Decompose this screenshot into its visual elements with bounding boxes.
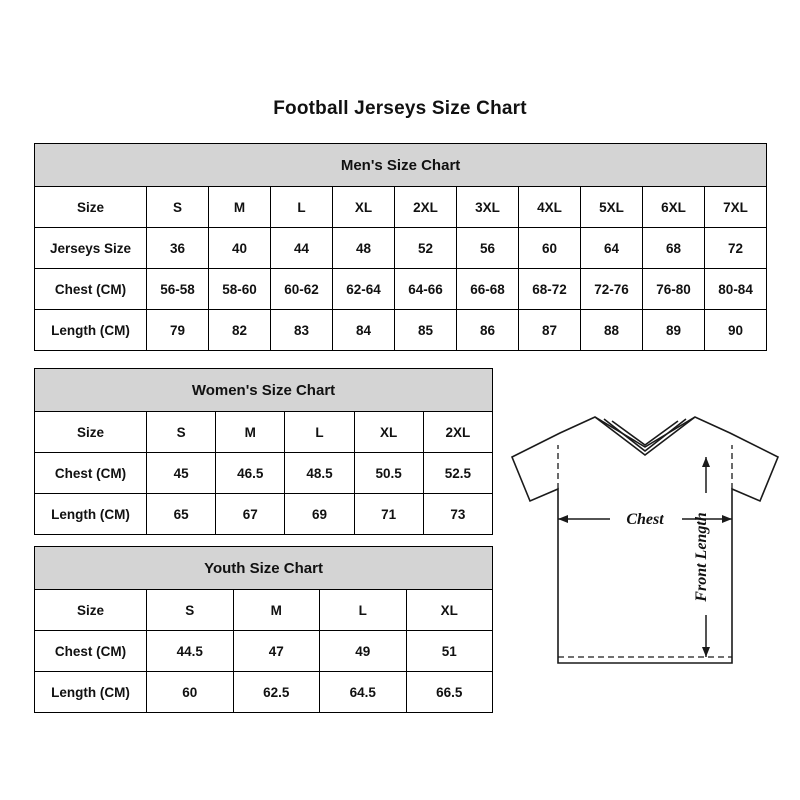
table-cell: 52.5 — [423, 453, 492, 494]
column-header: S — [147, 187, 209, 228]
table-cell: 64-66 — [395, 269, 457, 310]
table-cell: 40 — [209, 228, 271, 269]
table-cell: 71 — [354, 494, 423, 535]
column-header: Size — [35, 590, 147, 631]
table-cell: 72-76 — [581, 269, 643, 310]
table-cell: 51 — [406, 631, 493, 672]
table-cell: 48 — [333, 228, 395, 269]
table-cell: 84 — [333, 310, 395, 351]
table-cell: 64.5 — [320, 672, 407, 713]
womens-size-chart — [34, 368, 492, 535]
table-cell: 46.5 — [216, 453, 285, 494]
table-header-row — [35, 187, 767, 228]
mens-size-chart — [34, 143, 766, 351]
row-header: Jerseys Size — [35, 228, 147, 269]
column-header: 2XL — [423, 412, 492, 453]
table-cell: 82 — [209, 310, 271, 351]
column-header: 4XL — [519, 187, 581, 228]
column-header: Size — [35, 187, 147, 228]
table-cell: 52 — [395, 228, 457, 269]
table-row — [35, 269, 767, 310]
youth-size-table — [34, 546, 493, 713]
table-cell: 48.5 — [285, 453, 354, 494]
row-header: Length (CM) — [35, 672, 147, 713]
table-cell: 62-64 — [333, 269, 395, 310]
column-header: L — [320, 590, 407, 631]
table-cell: 45 — [147, 453, 216, 494]
row-header: Chest (CM) — [35, 269, 147, 310]
table-caption-row — [35, 144, 767, 187]
table-cell: 60 — [519, 228, 581, 269]
table-cell: 83 — [271, 310, 333, 351]
table-cell: 67 — [216, 494, 285, 535]
table-cell: 50.5 — [354, 453, 423, 494]
table-cell: 56 — [457, 228, 519, 269]
table-cell: 86 — [457, 310, 519, 351]
column-header: S — [147, 412, 216, 453]
table-cell: 60 — [147, 672, 234, 713]
table-cell: 49 — [320, 631, 407, 672]
table-header-row — [35, 412, 493, 453]
mens-size-table — [34, 143, 767, 351]
table-cell: 79 — [147, 310, 209, 351]
table-cell: 56-58 — [147, 269, 209, 310]
front-length-label: Front Length — [693, 512, 710, 602]
column-header: M — [233, 590, 320, 631]
table-cell: 88 — [581, 310, 643, 351]
table-cell: 66.5 — [406, 672, 493, 713]
page-title: Football Jerseys Size Chart — [273, 98, 527, 119]
table-cell: 89 — [643, 310, 705, 351]
table-caption-row — [35, 369, 493, 412]
table-cell: 58-60 — [209, 269, 271, 310]
table-cell: 72 — [705, 228, 767, 269]
table-cell: 80-84 — [705, 269, 767, 310]
table-cell: 44.5 — [147, 631, 234, 672]
column-header: 2XL — [395, 187, 457, 228]
table-cell: 85 — [395, 310, 457, 351]
row-header: Length (CM) — [35, 310, 147, 351]
jersey-measurement-diagram — [500, 405, 790, 695]
column-header: Size — [35, 412, 147, 453]
womens-table-caption: Women's Size Chart — [35, 369, 493, 412]
table-cell: 90 — [705, 310, 767, 351]
row-header: Length (CM) — [35, 494, 147, 535]
table-row — [35, 310, 767, 351]
column-header: 6XL — [643, 187, 705, 228]
tshirt-outline-icon — [512, 417, 778, 663]
mens-table-caption: Men's Size Chart — [35, 144, 767, 187]
column-header: XL — [333, 187, 395, 228]
youth-size-chart — [34, 546, 492, 713]
table-cell: 65 — [147, 494, 216, 535]
column-header: M — [209, 187, 271, 228]
womens-size-table — [34, 368, 493, 535]
table-cell: 76-80 — [643, 269, 705, 310]
table-caption-row — [35, 547, 493, 590]
table-cell: 64 — [581, 228, 643, 269]
chest-label: Chest — [626, 511, 664, 528]
table-cell: 66-68 — [457, 269, 519, 310]
column-header: M — [216, 412, 285, 453]
column-header: 7XL — [705, 187, 767, 228]
table-row — [35, 228, 767, 269]
table-cell: 68 — [643, 228, 705, 269]
column-header: XL — [354, 412, 423, 453]
column-header: S — [147, 590, 234, 631]
table-row — [35, 494, 493, 535]
column-header: XL — [406, 590, 493, 631]
column-header: 5XL — [581, 187, 643, 228]
table-header-row — [35, 590, 493, 631]
table-row — [35, 631, 493, 672]
table-row — [35, 453, 493, 494]
table-cell: 73 — [423, 494, 492, 535]
table-cell: 36 — [147, 228, 209, 269]
table-cell: 68-72 — [519, 269, 581, 310]
table-cell: 60-62 — [271, 269, 333, 310]
table-cell: 69 — [285, 494, 354, 535]
table-cell: 87 — [519, 310, 581, 351]
column-header: L — [271, 187, 333, 228]
row-header: Chest (CM) — [35, 631, 147, 672]
column-header: L — [285, 412, 354, 453]
column-header: 3XL — [457, 187, 519, 228]
row-header: Chest (CM) — [35, 453, 147, 494]
youth-table-caption: Youth Size Chart — [35, 547, 493, 590]
table-cell: 62.5 — [233, 672, 320, 713]
table-cell: 47 — [233, 631, 320, 672]
table-cell: 44 — [271, 228, 333, 269]
table-row — [35, 672, 493, 713]
